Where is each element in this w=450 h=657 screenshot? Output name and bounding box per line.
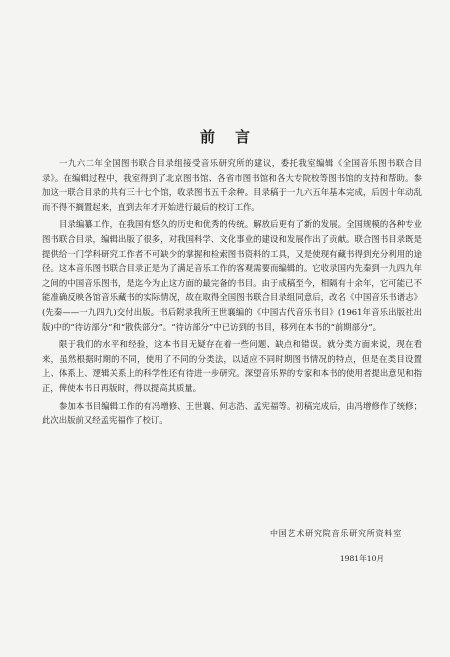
preface-body: [42, 156, 422, 431]
preface-paragraph-2: 目录编纂工作，在我国有悠久的历史和优秀的传统。解放后更有了新的发展。全国规模的各种专业图书联合目录，编辑出版了很多，对我国科学、文化事业的建设和发展作出了贡献。联合图书目录既是提供给一门学科研究工作者不可缺少的掌握和检索图书资料的工具，又是使现有藏书得到充分利用的途径。这本音乐图书联合目录正是为了满足音乐工作的客观需要而编辑的。它收录国内先秦到一九四九年之间的中国音乐图书，是迄今为止这方面的最完备的书目。由于成稿至今，相隔有十余年，它可能已不能准确反映各馆音乐藏书的实际情况，故在取得全国图书联合目录组同意后，改名《中国音乐书谱志》(先秦——一九四九)交付出版。书后附录我所王世襄编的《中国古代音乐书目》(1961年音乐出版社出版)中的“待访部分”和“散佚部分”。“待访部分”中已访到的书目，移列在本书的“前期部分”。: [42, 219, 422, 332]
signature-institution: 中国艺术研究院音乐研究所资料室: [270, 529, 402, 538]
preface-paragraph-4: 参加本书目编辑工作的有冯增修、王世襄、何志浩、孟宪福等。初稿完成后，由冯增修作了统修；此次出版前又经孟宪福作了校订。: [42, 400, 422, 426]
page-title: 前言: [199, 128, 270, 146]
signature-date: 1981年10月: [339, 554, 384, 563]
preface-paragraph-1: 一九六二年全国图书联合目录组接受音乐研究所的建议，委托我室编辑《全国音乐图书联合目录》。在编辑过程中，我室得到了北京图书馆、各省市图书馆和各大专院校等图书馆的支持和帮助。参加这一联合目录的共有三十七个馆，收录图书五千余种。目录稿于一九六五年基本完成，后因十年动乱而不得不搁置起来，直到去年才开始进行最后的校订工作。: [42, 158, 422, 212]
preface-paragraph-3: 限于我们的水平和经验，这本书目无疑存在着一些问题、缺点和错误。就分类方面来说，现在看来，虽然根据时期的不同，使用了不同的分类法，以适应不同时期图书情况的特点，但是在类目设置上、体系上、逻辑关系上的科学性还有待进一步研究。深望音乐界的专家和本书的使用者提出意见和指正，俾使本书日再版时，得以提高其质量。: [42, 339, 422, 393]
